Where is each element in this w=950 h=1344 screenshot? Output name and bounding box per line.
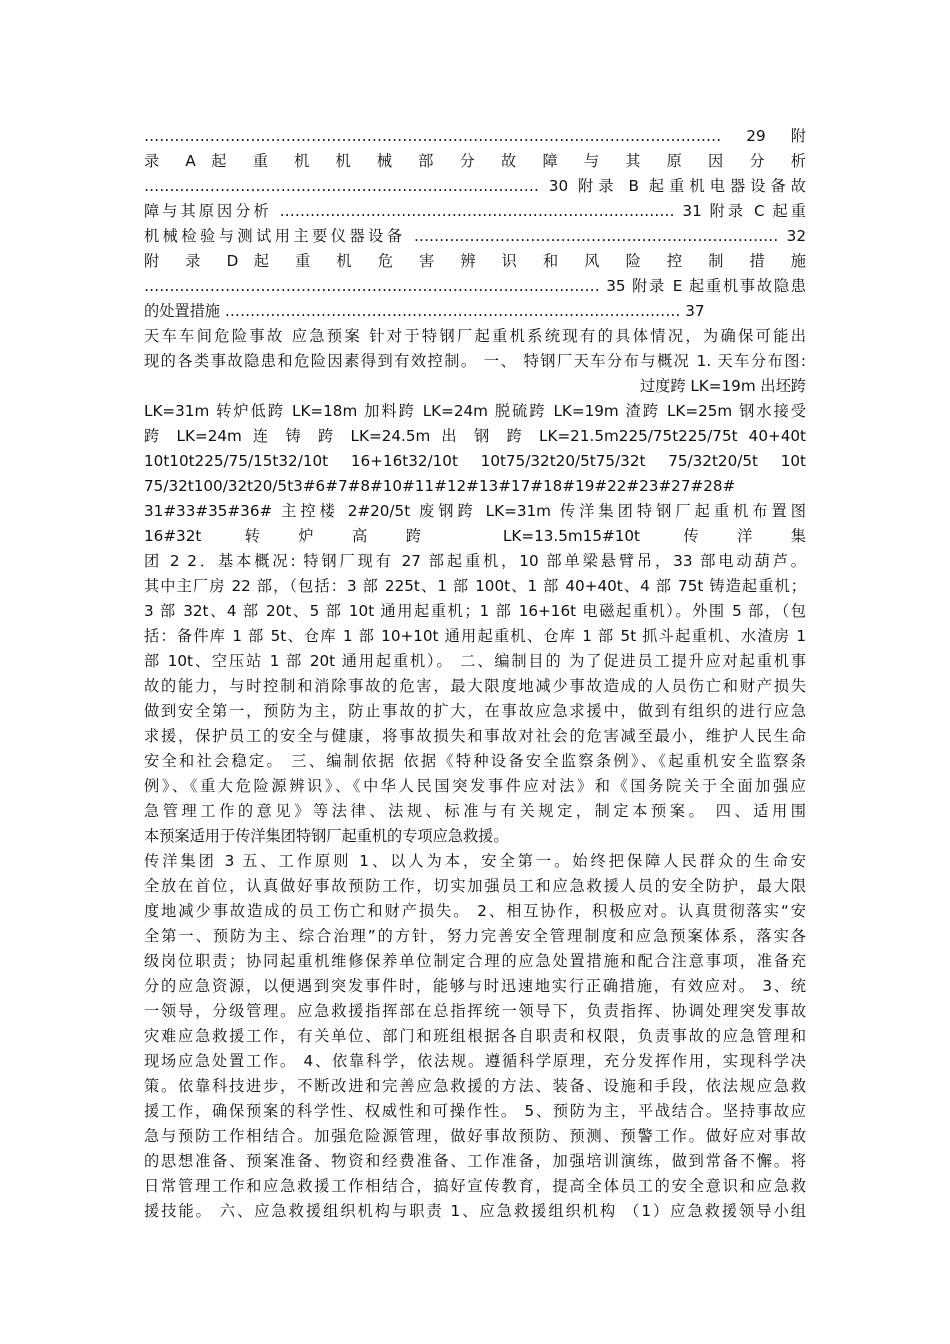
document-body xyxy=(144,124,806,1224)
text-line: 传洋集团 3 五、工作原则 1、以人为本，安全第一。始终把保障人民群众的生命安 xyxy=(144,852,806,870)
text-line: 其中主厂房 22 部，（包括：3 部 225t、1 部 100t、1 部 40+40t、4 部 75t 铸造起重机； xyxy=(144,577,806,595)
text-line: 过度跨 LK=19m 出坯跨 xyxy=(639,377,806,395)
text-line: 障与其原因分析 …………………………………………………………………… 31 附录 C 起重 xyxy=(144,202,806,220)
text-line: 部 10t、空压站 1 部 20t 通用起重机）。 二、编制目的 为了促进员工提升应对起重机事 xyxy=(144,652,806,670)
text-line: 10t10t225/75/15t32/10t 16+16t32/10t 10t75/32t20/5t75/32t 75/32t20/5t 10t xyxy=(144,452,806,470)
text-line: 例》、《重大危险源辨识》、《中华人民国突发事件应对法》和《国务院关于全面加强应 xyxy=(144,777,806,795)
text-line: ……………………………………………………………………………… 35 附录 E 起重机事故隐患 xyxy=(144,277,806,295)
text-line: 急管理工作的意见》等法律、法规、标准与有关规定，制定本预案。 四、适用围 xyxy=(144,802,806,820)
text-line: 现的各类事故隐患和危险因素得到有效控制。 一、 特钢厂天车分布与概况 1. 天车分布图: xyxy=(144,352,806,370)
text-line: 急与预防工作相结合。加强危险源管理，做好事故预防、预测、预警工作。做好应对事故 xyxy=(144,1127,806,1145)
text-line: 援工作，确保预案的科学性、权威性和可操作性。 5、预防为主，平战结合。坚持事故应 xyxy=(144,1102,806,1120)
text-line: 全放在首位，认真做好事故预防工作，切实加强员工和应急救援人员的安全防护，最大限 xyxy=(144,877,806,895)
text-line: 援技能。 六、应急救援组织机构与职责 1、应急救援组织机构 （1）应急救援领导小组 xyxy=(144,1202,806,1220)
text-line: 括：备件库 1 部 5t、仓库 1 部 10+10t 通用起重机、仓库 1 部 5t 抓斗起重机、水渣房 1 xyxy=(144,627,806,645)
text-line: LK=31m 转炉低跨 LK=18m 加料跨 LK=24m 脱硫跨 LK=19m 渣跨 LK=25m 钢水接受 xyxy=(144,402,806,420)
text-line: 附 录 D 起 重 机 危 害 辨 识 和 风 险 控 制 措 施 xyxy=(144,252,806,270)
text-line: 安全和社会稳定。 三、编制依据 依据《特种设备安全监察条例》、《起重机安全监察条 xyxy=(144,752,806,770)
text-line: 分的应急资源，以便遇到突发事件时，能够与时迅速地实行正确措施，有效应对。 3、统 xyxy=(144,977,806,995)
text-line: 天车车间危险事故 应急预案 针对于特钢厂起重机系统现有的具体情况，为确保可能出 xyxy=(144,327,806,345)
text-line: 策。依靠科技进步，不断改进和完善应急救援的方法、装备、设施和手段，依法规应急救 xyxy=(144,1077,806,1095)
text-line: 3 部 32t、4 部 20t、5 部 10t 通用起重机；1 部 16+16t 电磁起重机）。外围 5 部，（包 xyxy=(144,602,806,620)
text-line: 录 A 起 重 机 机 械 部 分 故 障 与 其 原 因 分 析 xyxy=(144,152,806,170)
text-line: 的思想准备、预案准备、物资和经费准备、工作准备，加强培训演练，做到常备不懈。将 xyxy=(144,1152,806,1170)
text-line: 机械检验与测试用主要仪器设备 ……………………………………………………………… 32 xyxy=(144,227,806,245)
text-line: 一领导，分级管理。应急救援指挥部在总指挥统一领导下，负责指挥、协调处理突发事故 xyxy=(144,1002,806,1020)
text-line: 的处置措施 ……………………………………………………………………………… 37 xyxy=(144,302,705,320)
text-line: 故的能力，与时控制和消除事故的危害，最大限度地减少事故造成的人员伤亡和财产损失 xyxy=(144,677,806,695)
text-line: 跨 LK=24m 连 铸 跨 LK=24.5m 出 钢 跨 LK=21.5m225/75t225/75t 40+40t xyxy=(144,427,806,445)
text-line: 级岗位职责；协同起重机维修保养单位制定合理的应急处置措施和配合注意事项，准备充 xyxy=(144,952,806,970)
text-line: 度地减少事故造成的员工伤亡和财产损失。 2、相互协作，积极应对。认真贯彻落实“安 xyxy=(144,902,806,920)
text-line: 现场应急处置工作。 4、依靠科学，依法规。遵循科学原理，充分发挥作用，实现科学决 xyxy=(144,1052,806,1070)
text-line: 75/32t100/32t20/5t3#6#7#8#10#11#12#13#17#18#19#22#23#27#28# xyxy=(144,477,736,495)
text-line: …………………………………………………………………………………………………… 29 附 xyxy=(144,127,806,145)
text-line: 做到安全第一，预防为主，防止事故的扩大，在事故应急求援中，做到有组织的进行应急 xyxy=(144,702,806,720)
text-line: 全第一、预防为主、综合治理”的方针，努力完善安全管理制度和应急预案体系，落实各 xyxy=(144,927,806,945)
text-line: …………………………………………………………………… 30 附录 B 起重机电器设备故 xyxy=(144,177,806,195)
text-line: 日常管理工作和应急救援工作相结合，搞好宣传教育，提高全体员工的安全意识和应急救 xyxy=(144,1177,806,1195)
text-line: 31#33#35#36# 主控楼 2#20/5t 废钢跨 LK=31m 传洋集团特钢厂起重机布置图 xyxy=(144,502,806,520)
text-line: 灾难应急救援工作，有关单位、部门和班组根据各自职责和权限，负责事故的应急管理和 xyxy=(144,1027,806,1045)
text-line: 团 2 2．基本概况: 特钢厂现有 27 部起重机，10 部单梁悬臂吊，33 部电动葫芦。 xyxy=(144,552,806,570)
text-line: 求援，保护员工的安全与健康，将事故损失和事故对社会的危害减至最小，维护人民生命 xyxy=(144,727,806,745)
text-line: 16#32t 转炉高跨 LK=13.5m15#10t 传洋集 xyxy=(144,527,806,545)
text-line: 本预案适用于传洋集团特钢厂起重机的专项应急救援。 xyxy=(144,827,509,845)
